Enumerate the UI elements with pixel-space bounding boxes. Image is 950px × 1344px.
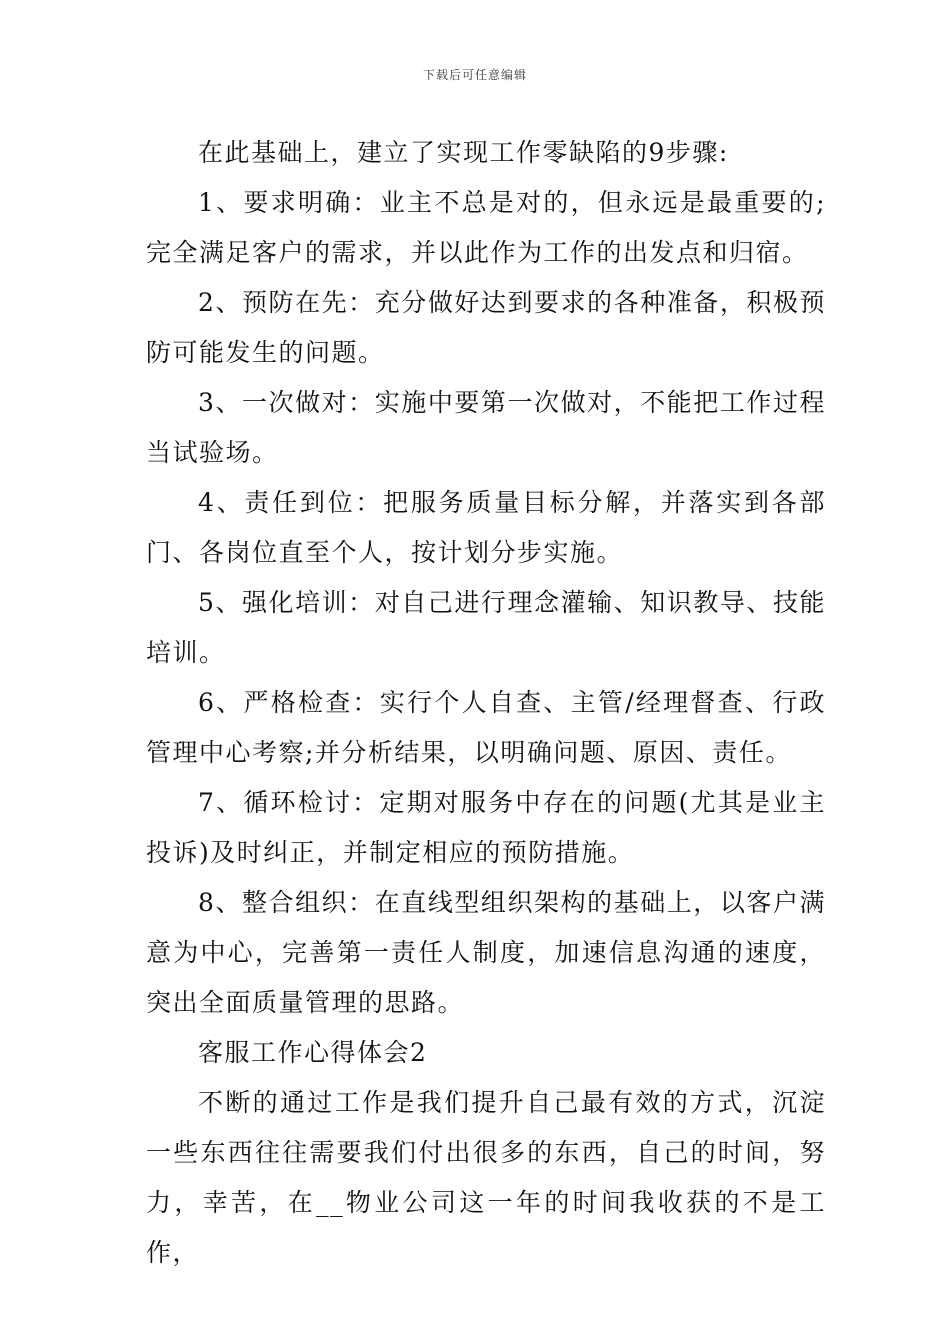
paragraph-step-4: 4、责任到位：把服务质量目标分解，并落实到各部门、各岗位直至个人，按计划分步实施。 xyxy=(146,488,826,567)
paragraph-intro: 在此基础上，建立了实现工作零缺陷的9步骤: xyxy=(198,138,729,167)
paragraph-step-5: 5、强化培训：对自己进行理念灌输、知识教导、技能培训。 xyxy=(146,588,826,667)
paragraph-step-8: 8、整合组织：在直线型组织架构的基础上，以客户满意为中心，完善第一责任人制度，加速信息沟通的速度，突出全面质量管理的思路。 xyxy=(146,888,826,1017)
paragraph-step-7: 7、循环检讨：定期对服务中存在的问题(尤其是业主投诉)及时纠正，并制定相应的预防措施。 xyxy=(146,788,826,867)
paragraph-reflection: 不断的通过工作是我们提升自己最有效的方式，沉淀一些东西往往需要我们付出很多的东西，自己的时间，努力，幸苦，在__物业公司这一年的时间我收获的不是工作， xyxy=(146,1088,826,1267)
paragraph-step-6: 6、严格检查：实行个人自查、主管/经理督查、行政管理中心考察;并分析结果，以明确问题、原因、责任。 xyxy=(146,688,826,767)
paragraph-step-2: 2、预防在先：充分做好达到要求的各种准备，积极预防可能发生的问题。 xyxy=(146,288,826,367)
document-body xyxy=(146,128,826,1278)
paragraph-step-3: 3、一次做对：实施中要第一次做对，不能把工作过程当试验场。 xyxy=(146,388,826,467)
paragraph-step-1: 1、要求明确：业主不总是对的，但永远是最重要的;完全满足客户的需求，并以此作为工作的出发点和归宿。 xyxy=(146,188,826,267)
section-heading: 客服工作心得体会2 xyxy=(198,1038,428,1067)
page-header-note: 下载后可任意编辑 xyxy=(422,68,527,82)
